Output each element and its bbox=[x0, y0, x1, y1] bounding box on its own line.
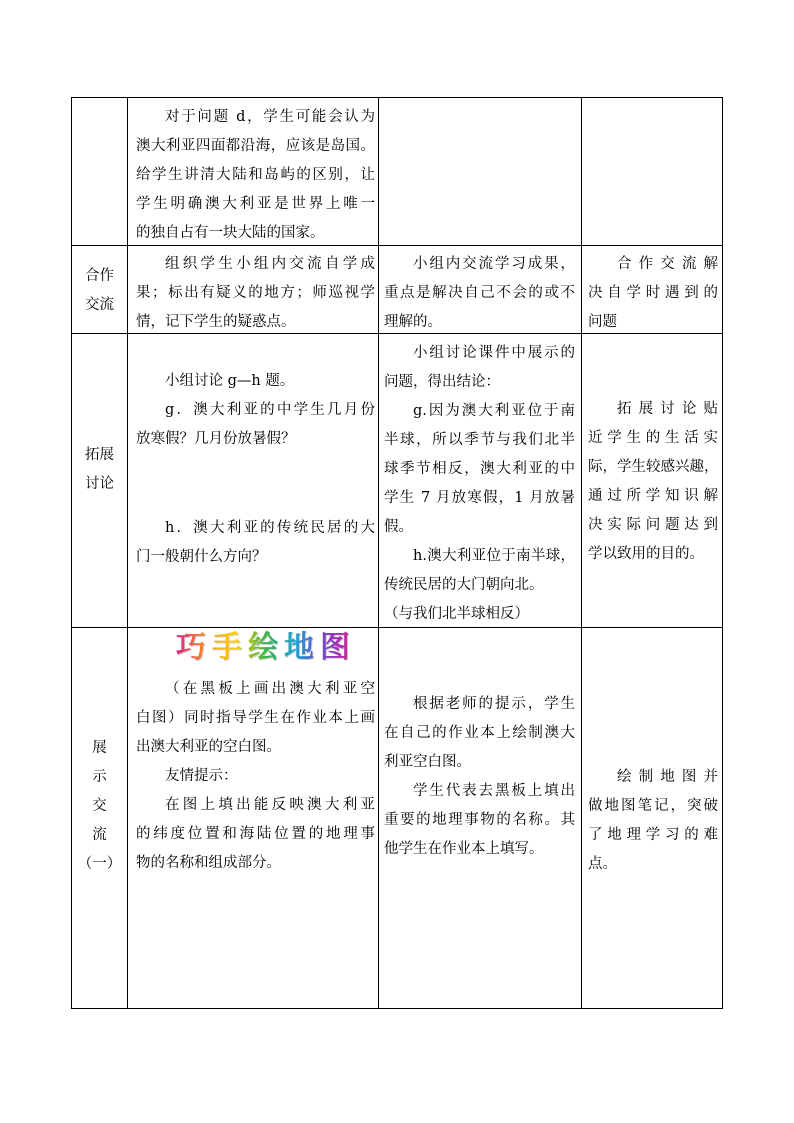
text-line: 问题 bbox=[588, 314, 617, 330]
text-line: 给学生讲清大陆和岛屿的区别，让 bbox=[136, 167, 375, 183]
text-line: 传统民居的大门朝向北。 bbox=[384, 577, 544, 593]
stage-label: 交 bbox=[92, 798, 107, 814]
design-intent-cell bbox=[582, 98, 723, 246]
text-line: 澳大利亚四面都沿海，应该是岛国。 bbox=[136, 138, 375, 154]
text-line: 学生 7 月放寒假，1 月放暑 bbox=[384, 490, 575, 506]
text-line: 学以致用的目的。 bbox=[588, 546, 704, 562]
text-line: 半球，所以季节与我们北半 bbox=[384, 432, 575, 448]
text-line: 重要的地理事物的名称。其 bbox=[384, 812, 575, 828]
teacher-activity-cell bbox=[128, 334, 379, 628]
text-line: 他学生在作业本上填写。 bbox=[384, 841, 544, 857]
text-line: 了地理学习的难 bbox=[588, 827, 718, 843]
wordart-title-line bbox=[136, 630, 375, 666]
text-line: g.因为澳大利亚位于南 bbox=[413, 403, 575, 419]
lesson-plan-table bbox=[71, 97, 723, 1009]
text-line: 的独自占有一块大陆的国家。 bbox=[136, 225, 325, 241]
stage-label: （一） bbox=[77, 856, 122, 872]
text-line: 组织学生小组内交流自学成 bbox=[165, 256, 375, 272]
stage-cell bbox=[72, 98, 128, 246]
text-line: 出澳大利亚的空白图。 bbox=[136, 739, 281, 755]
text-line: 假。 bbox=[384, 519, 413, 535]
text-line: 合作交流解 bbox=[617, 256, 718, 272]
spacer bbox=[136, 666, 375, 675]
text-line: 在图上填出能反映澳大利亚 bbox=[165, 797, 375, 813]
text-line: h．澳大利亚的传统民居的大 bbox=[165, 520, 375, 536]
text-line: 对于问题 d，学生可能会认为 bbox=[165, 109, 375, 125]
text-line: 点。 bbox=[588, 856, 617, 872]
stage-cell bbox=[72, 334, 128, 628]
student-activity-cell bbox=[379, 246, 582, 334]
text-line: 门一般朝什么方向？ bbox=[136, 549, 267, 565]
stage-cell bbox=[72, 246, 128, 334]
stage-label: 交流 bbox=[85, 297, 114, 313]
text-line: 在自己的作业本上绘制澳大 bbox=[384, 725, 575, 741]
text-line: 学生代表去黑板上填出 bbox=[413, 783, 575, 799]
text-line: 近学生的生活实 bbox=[588, 430, 718, 446]
teacher-activity-cell bbox=[128, 246, 379, 334]
stage-label: 拓展 bbox=[85, 447, 114, 463]
text-line: 小组内交流学习成果， bbox=[413, 256, 575, 272]
text-line: g．澳大利亚的中学生几月份 bbox=[165, 402, 375, 418]
stage-label: 流 bbox=[92, 827, 107, 843]
text-line: 根据老师的提示，学生 bbox=[413, 696, 575, 712]
stage-label: 讨论 bbox=[85, 476, 114, 492]
text-line: 果；标出有疑义的地方；师巡视学 bbox=[136, 285, 375, 301]
design-intent-cell bbox=[582, 246, 723, 334]
stage-label: 合作 bbox=[85, 268, 114, 284]
text-line: 通过所学知识解 bbox=[588, 488, 718, 504]
text-line: 际，学生较感兴趣， bbox=[588, 459, 719, 475]
design-intent-cell bbox=[582, 628, 723, 1009]
text-line: 重点是解决自己不会的或不 bbox=[384, 285, 575, 301]
stage-cell bbox=[72, 628, 128, 1009]
text-line: 问题，得出结论： bbox=[384, 374, 500, 390]
student-activity-cell bbox=[379, 334, 582, 628]
text-line: 绘制地图并 bbox=[617, 769, 718, 785]
stage-label: 展 bbox=[92, 740, 107, 756]
wordart-title: 巧手绘地图 bbox=[176, 630, 356, 665]
stage-label: 示 bbox=[92, 769, 107, 785]
spacer bbox=[136, 454, 375, 514]
text-line: 理解的。 bbox=[384, 314, 442, 330]
text-line: （与我们北半球相反） bbox=[384, 606, 529, 622]
text-line: 拓展讨论贴 bbox=[617, 401, 718, 417]
text-line: 决自学时遇到的 bbox=[588, 285, 718, 301]
text-line: 小组讨论 g—h 题。 bbox=[165, 373, 295, 389]
text-line: 决实际问题达到 bbox=[588, 517, 718, 533]
teacher-activity-cell bbox=[128, 628, 379, 1009]
text-line: 物的名称和组成部分。 bbox=[136, 855, 281, 871]
design-intent-cell bbox=[582, 334, 723, 628]
student-activity-cell bbox=[379, 98, 582, 246]
text-line: 做地图笔记，突破 bbox=[588, 798, 718, 814]
student-activity-cell bbox=[379, 628, 582, 1009]
text-line: 球季节相反，澳大利亚的中 bbox=[384, 461, 575, 477]
text-line: 小组讨论课件中展示的 bbox=[413, 345, 575, 361]
text-line: 友情提示： bbox=[165, 768, 238, 784]
text-line: 的纬度位置和海陆位置的地理事 bbox=[136, 826, 375, 842]
text-line: 学生明确澳大利亚是世界上唯一 bbox=[136, 196, 375, 212]
text-line: 利亚空白图。 bbox=[384, 754, 471, 770]
text-line: h.澳大利亚位于南半球， bbox=[413, 548, 575, 564]
teacher-activity-cell bbox=[128, 98, 379, 246]
text-line: 放寒假？几月份放暑假？ bbox=[136, 431, 296, 447]
text-line: 白图）同时指导学生在作业本上画 bbox=[136, 710, 375, 726]
text-line: 情，记下学生的疑惑点。 bbox=[136, 314, 296, 330]
text-line: （在黑板上画出澳大利亚空 bbox=[165, 681, 375, 697]
